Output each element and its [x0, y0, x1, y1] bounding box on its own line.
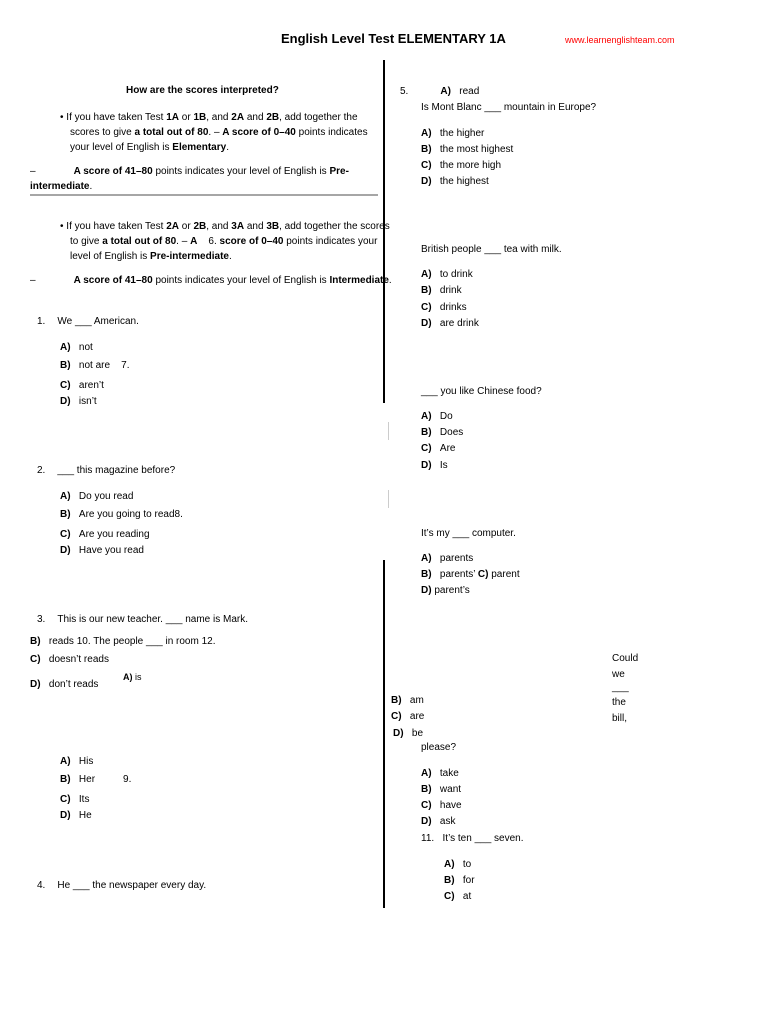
page-title: English Level Test ELEMENTARY 1A — [281, 31, 506, 46]
q9-tail: please? — [421, 742, 457, 753]
q6-option-a[interactable]: A) to drink — [421, 269, 473, 280]
dash1-line1: – A score of 41–80 points indicates your level of English is Pre- — [30, 166, 349, 177]
q1-option-b[interactable]: B) not are 7. — [60, 360, 130, 371]
dash2-line: – A score of 41–80 points indicates your level of English is Intermediate. — [30, 275, 392, 286]
q9-option-d[interactable]: D) ask — [421, 816, 456, 827]
bullet2-line3: level of English is Pre-intermediate. — [70, 251, 232, 262]
q2-option-c[interactable]: C) Are you reading — [60, 529, 150, 540]
q8-option-b[interactable]: B) parents’ C) parent — [421, 569, 520, 580]
q5-option-c[interactable]: C) the more high — [421, 160, 502, 171]
q7-option-c[interactable]: C) Are — [421, 443, 456, 454]
column-divider-bottom — [383, 560, 385, 908]
question-6: British people ___ tea with milk. — [421, 244, 562, 255]
section-divider — [30, 194, 378, 196]
q2-option-d[interactable]: D) Have you read — [60, 545, 144, 556]
bullet2-line1: • If you have taken Test 2A or 2B, and 3A and 3B, add together the scores — [60, 221, 390, 232]
q3b-option-c[interactable]: C) Its — [60, 794, 90, 805]
q5-option-b[interactable]: B) the most highest — [421, 144, 514, 155]
q3b-option-d[interactable]: D) He — [60, 810, 92, 821]
question-3: 3. This is our new teacher. ___ name is Mark. — [37, 614, 248, 625]
q11-option-b[interactable]: B) for — [444, 875, 475, 886]
q3-option-b[interactable]: B) reads 10. The people ___ in room 12. — [30, 636, 216, 647]
q5-option-d[interactable]: D) the highest — [421, 176, 489, 187]
q9-option-b[interactable]: B) want — [421, 784, 462, 795]
q3-option-a[interactable]: A) is — [123, 672, 142, 682]
divider-fragment — [388, 422, 389, 440]
scores-heading: How are the scores interpreted? — [126, 85, 279, 96]
q9-word-the: the — [612, 697, 626, 708]
q10-option-c[interactable]: C) are — [391, 711, 425, 722]
bullet-icon: • — [60, 221, 64, 232]
q6-option-c[interactable]: C) drinks — [421, 302, 467, 313]
question-5: Is Mont Blanc ___ mountain in Europe? — [421, 102, 597, 113]
q10-option-b[interactable]: B) am — [391, 695, 424, 706]
q6-option-d[interactable]: D) are drink — [421, 318, 479, 329]
q2-option-a[interactable]: A) Do you read — [60, 491, 134, 502]
q10-option-d[interactable]: D) be — [393, 728, 424, 739]
q8-option-d[interactable]: D) parent’s — [421, 585, 470, 596]
question-4: 4. He ___ the newspaper every day. — [37, 880, 207, 891]
q9-word-bill: bill, — [612, 713, 628, 724]
q3b-option-b[interactable]: B) Her 9. — [60, 774, 132, 785]
website-link[interactable]: www.learnenglishteam.com — [565, 35, 675, 45]
bullet1-line3: your level of English is Elementary. — [70, 142, 229, 153]
q11-option-a[interactable]: A) to — [444, 859, 472, 870]
q7-option-a[interactable]: A) Do — [421, 411, 453, 422]
q1-option-c[interactable]: C) aren’t — [60, 380, 104, 391]
bullet1-line1: • If you have taken Test 1A or 1B, and 2A and 2B, add together the — [60, 112, 358, 123]
q3b-option-a[interactable]: A) His — [60, 756, 94, 767]
bullet1-line2: scores to give a total out of 80. – A score of 0–40 points indicates — [70, 127, 368, 138]
dash1-line2: intermediate. — [30, 181, 93, 192]
q7-option-b[interactable]: B) Does — [421, 427, 464, 438]
question-1: 1. We ___ American. — [37, 316, 139, 327]
q11-option-c[interactable]: C) at — [444, 891, 472, 902]
divider-fragment-2 — [388, 490, 389, 508]
q8-option-a[interactable]: A) parents — [421, 553, 474, 564]
question-11: 11. It’s ten ___ seven. — [421, 833, 524, 844]
q1-option-a[interactable]: A) not — [60, 342, 93, 353]
question-7: ___ you like Chinese food? — [421, 386, 542, 397]
q7-option-d[interactable]: D) Is — [421, 460, 448, 471]
q2-option-b[interactable]: B) Are you going to read8. — [60, 509, 183, 520]
q9-option-c[interactable]: C) have — [421, 800, 462, 811]
q1-option-d[interactable]: D) isn’t — [60, 396, 97, 407]
q6-option-b[interactable]: B) drink — [421, 285, 462, 296]
question-8: It’s my ___ computer. — [421, 528, 516, 539]
q5-option-a[interactable]: A) the higher — [421, 128, 485, 139]
bullet-icon: • — [60, 112, 64, 123]
q9-option-a[interactable]: A) take — [421, 768, 459, 779]
q9-word-we: we — [612, 669, 625, 680]
q9-word-could: Could — [612, 653, 639, 664]
question-5-number: 5. A) read — [400, 86, 480, 97]
q9-blank: ___ — [612, 682, 629, 693]
bullet2-line2: to give a total out of 80. – A 6. score of 0–40 points indicates your — [70, 236, 378, 247]
q3-option-c[interactable]: C) doesn’t reads — [30, 654, 109, 665]
question-2: 2. ___ this magazine before? — [37, 465, 176, 476]
q3-option-d[interactable]: D) don’t reads — [30, 679, 99, 690]
